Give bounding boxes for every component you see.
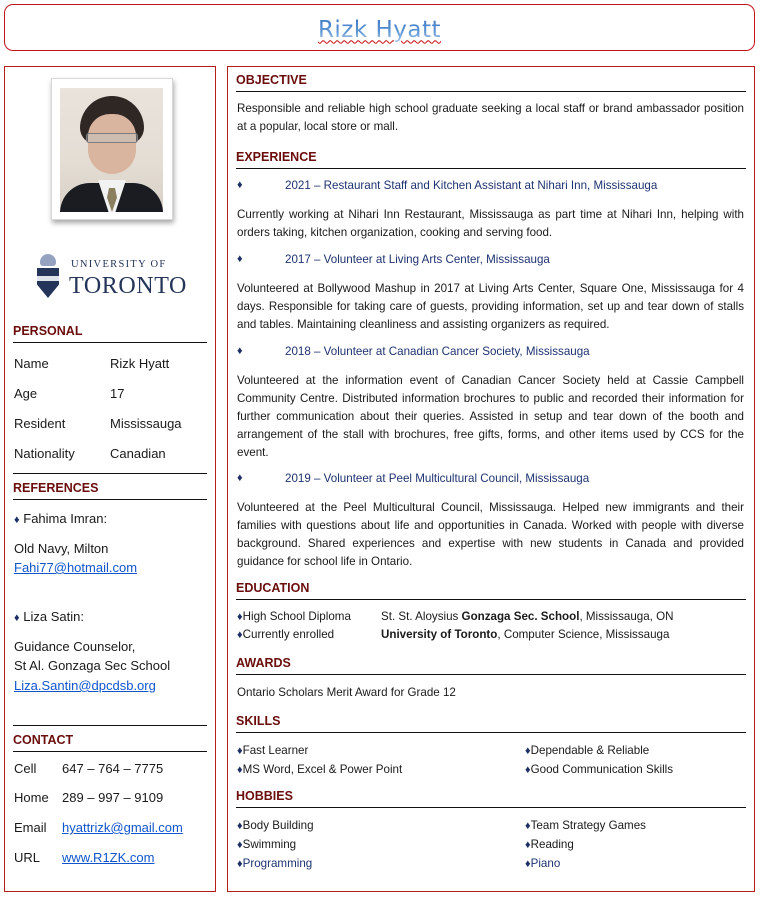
contact-label: URL	[14, 850, 41, 865]
contact-row-url	[14, 850, 154, 865]
contact-row-email	[14, 820, 183, 835]
personal-row-resident	[14, 416, 182, 431]
reference-2-org: St Al. Gonzaga Sec School	[14, 658, 171, 673]
personal-row-age	[14, 386, 124, 401]
experience-item-text: Volunteered at the Peel Multicultural Council, Mississauga. Helped new immigrants and their families with questions about life and opportunities in Canada. Worked with people with diverse background. Shared experiences and expertise with new students in Canada and provided guidance for school life in Ontario.	[237, 501, 744, 568]
skill-item: ♦Fast Learner	[237, 744, 309, 757]
skills-heading: SKILLS	[236, 714, 746, 733]
diamond-bullet-icon: ♦	[525, 820, 531, 832]
diamond-bullet-icon: ♦	[237, 611, 243, 623]
contact-url-link[interactable]: www.R1ZK.com	[62, 850, 155, 865]
skill-item: ♦Good Communication Skills	[525, 763, 674, 776]
hobby-item: ♦Reading	[525, 838, 574, 851]
contact-label: Email	[14, 820, 47, 835]
diamond-bullet-icon: ♦	[237, 745, 243, 757]
contact-label: Cell	[14, 761, 37, 776]
diamond-bullet-icon: ♦	[237, 629, 243, 641]
hobby-item: ♦Piano	[525, 857, 561, 870]
skill-item: ♦MS Word, Excel & Power Point	[237, 763, 403, 776]
diamond-bullet-icon: ♦	[237, 179, 243, 191]
university-crest-icon	[35, 254, 61, 304]
personal-row-nationality	[14, 446, 166, 461]
diamond-bullet-icon: ♦	[14, 612, 20, 624]
contact-label: Home	[14, 790, 49, 805]
name-header	[4, 4, 755, 51]
diamond-bullet-icon: ♦	[237, 839, 243, 851]
education-label: High School Diploma	[242, 610, 351, 623]
reference-1-name: ♦ Fahima Imran:	[14, 511, 108, 526]
personal-label: Resident	[14, 416, 66, 431]
experience-item-text: Currently working at Nihari Inn Restaurant, Mississauga as part time at Nihari Inn, helping with orders taking, kitchen organization, cooking and serving food.	[237, 208, 744, 239]
diamond-bullet-icon: ♦	[237, 820, 243, 832]
personal-value: 17	[110, 386, 125, 401]
education-heading: EDUCATION	[236, 581, 746, 600]
reference-2-email-link[interactable]: Liza.Santin@dpcdsb.org	[14, 678, 156, 693]
diamond-bullet-icon: ♦	[525, 839, 531, 851]
reference-1-email-link[interactable]: Fahi77@hotmail.com	[14, 560, 138, 575]
contact-value: 289 – 997 – 9109	[62, 790, 164, 805]
contact-heading: CONTACT	[13, 725, 207, 752]
education-row	[237, 628, 669, 641]
personal-label: Age	[14, 386, 38, 401]
hobby-item: ♦Programming	[237, 857, 313, 870]
profile-photo-frame	[51, 78, 173, 220]
profile-photo	[60, 88, 163, 212]
personal-label: Nationality	[14, 446, 75, 461]
experience-item-title: ♦ 2018 – Volunteer at Canadian Cancer Society, Mississauga	[237, 345, 590, 358]
diamond-bullet-icon: ♦	[237, 764, 243, 776]
education-institution: St. St. Aloysius Gonzaga Sec. School, Mississauga, ON	[381, 610, 674, 623]
education-label: Currently enrolled	[242, 628, 335, 641]
experience-item-text: Volunteered at Bollywood Mashup in 2017 at Living Arts Center, Square One, Mississauga for 4 days. Responsible for taking care of guests, providing information, set up and tear down of stalls and tables. Maintaining cleanliness and assisting organizers as required.	[237, 282, 744, 331]
university-logo	[35, 252, 195, 306]
awards-heading: AWARDS	[236, 656, 746, 675]
references-heading: REFERENCES	[13, 473, 207, 500]
personal-label: Name	[14, 356, 49, 371]
diamond-bullet-icon: ♦	[237, 858, 243, 870]
candidate-name-title: Rizk Hyatt	[317, 16, 442, 43]
education-row	[237, 610, 674, 623]
main-panel	[227, 66, 755, 892]
diamond-bullet-icon: ♦	[237, 253, 243, 265]
personal-value: Mississauga	[110, 416, 182, 431]
logo-text-top: UNIVERSITY OF	[71, 259, 167, 271]
hobby-item: ♦Team Strategy Games	[525, 819, 646, 832]
reference-1-org: Old Navy, Milton	[14, 541, 109, 556]
hobby-item: ♦Body Building	[237, 819, 314, 832]
hobby-item: ♦Swimming	[237, 838, 297, 851]
diamond-bullet-icon: ♦	[525, 764, 531, 776]
contact-row-cell	[14, 761, 163, 776]
hobbies-list	[237, 817, 744, 873]
contact-value: 647 – 764 – 7775	[62, 761, 164, 776]
education-institution: University of Toronto, Computer Science, Mississauga	[381, 628, 670, 641]
personal-value: Rizk Hyatt	[110, 356, 170, 371]
experience-item-title: ♦ 2017 – Volunteer at Living Arts Center, Mississauga	[237, 253, 550, 266]
skills-list	[237, 742, 744, 779]
objective-heading: OBJECTIVE	[236, 73, 746, 92]
contact-email-link[interactable]: hyattrizk@gmail.com	[62, 820, 183, 835]
logo-text-bottom: TORONTO	[69, 272, 187, 299]
diamond-bullet-icon: ♦	[237, 472, 243, 484]
diamond-bullet-icon: ♦	[237, 345, 243, 357]
awards-text: Ontario Scholars Merit Award for Grade 12	[237, 686, 456, 699]
contact-row-home	[14, 790, 163, 805]
reference-2-title: Guidance Counselor,	[14, 639, 136, 654]
experience-item-title: ♦ 2019 – Volunteer at Peel Multicultural Council, Mississauga	[237, 472, 590, 485]
objective-text: Responsible and reliable high school graduate seeking a local staff or brand ambassador position at a popular, local store or mall.	[237, 102, 744, 133]
diamond-bullet-icon: ♦	[525, 745, 531, 757]
personal-value: Canadian	[110, 446, 166, 461]
sidebar-panel	[4, 66, 216, 892]
skill-item: ♦Dependable & Reliable	[525, 744, 650, 757]
personal-row-name	[14, 356, 169, 371]
experience-item-title: ♦ 2021 – Restaurant Staff and Kitchen Assistant at Nihari Inn, Mississauga	[237, 179, 658, 192]
experience-item-text: Volunteered at the information event of Canadian Cancer Society held at Cassie Campbell Community Centre. Distributed information brochures to public and recorded their information for further communication about their queries. Assisted in setup and tear down of the booth and arrangement of the stall with brochures, free gifts, forms, and other items used by CCS for the event.	[237, 374, 744, 459]
reference-2-name: ♦ Liza Satin:	[14, 609, 84, 624]
diamond-bullet-icon: ♦	[14, 514, 20, 526]
experience-heading: EXPERIENCE	[236, 150, 746, 169]
hobbies-heading: HOBBIES	[236, 789, 746, 808]
personal-heading: PERSONAL	[13, 324, 207, 343]
diamond-bullet-icon: ♦	[525, 858, 531, 870]
